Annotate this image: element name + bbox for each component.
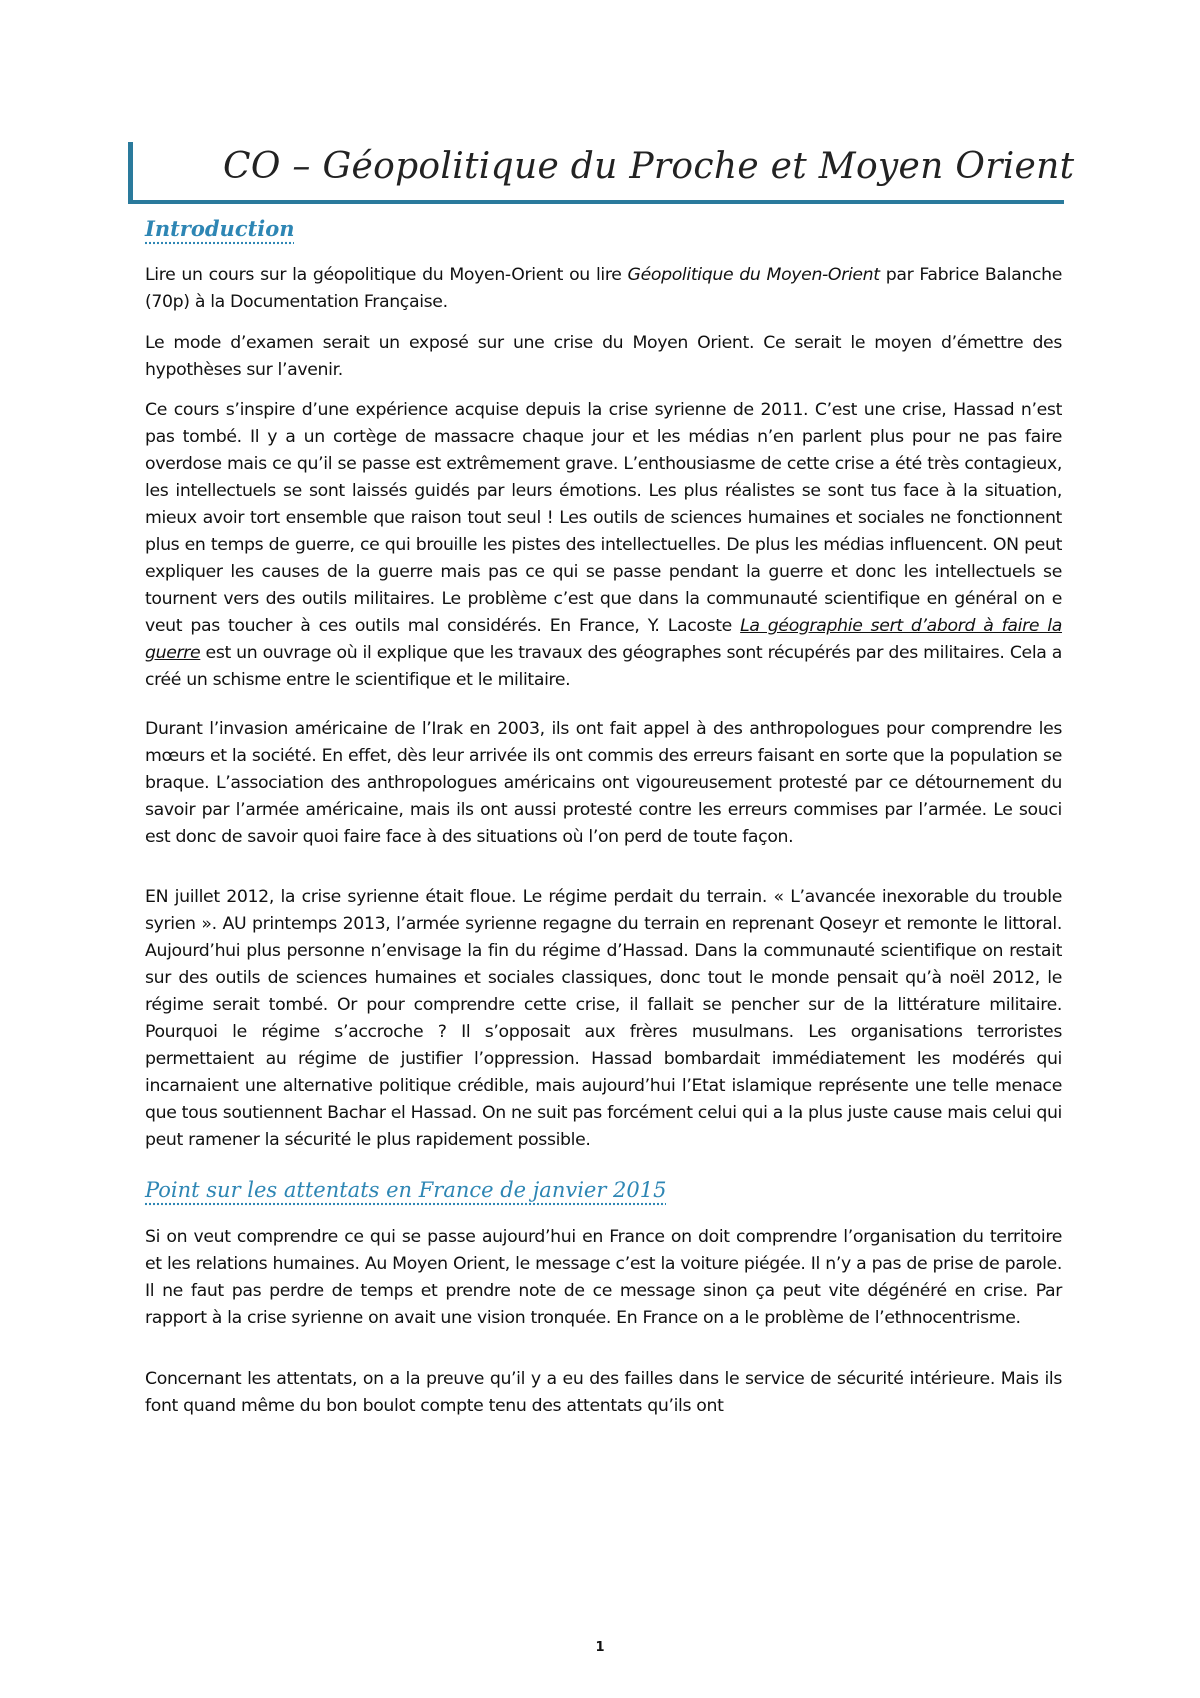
page-title: CO – Géopolitique du Proche et Moyen Orient [223, 146, 1075, 187]
title-block [128, 142, 1075, 204]
page-number: 1 [595, 1640, 605, 1655]
heading-attentats: Point sur les attentats en France de janvier 2015 [145, 1178, 667, 1202]
paragraph-7: Concernant les attentats, on a la preuve qu’il y a eu des failles dans le service de sécurité intérieure. Mais ils font quand même du bon boulot compte tenu des attentats qu’ils ont [145, 1369, 1062, 1416]
book-title-lacoste: La géographie sert d’abord à faire la guerre [145, 616, 1062, 663]
paragraph-4: Durant l’invasion américaine de l’Irak en 2003, ils ont fait appel à des anthropologues pour comprendre les mœurs et la société. En effet, dès leur arrivée ils ont commis des erreurs faisant en sorte que la population se braque. L’association des anthropologues américains ont vigoureusement protesté par ce détournement du savoir par l’armée américaine, mais ils ont aussi protesté contre les erreurs commises par l’armée. Le souci est donc de savoir quoi faire face à des situations où l’on perd de toute façon. [145, 719, 1062, 847]
paragraph-3: Ce cours s’inspire d’une expérience acquise depuis la crise syrienne de 2011. C’est une crise, Hassad n’est pas tombé. Il y a un cortège de massacre chaque jour et les médias n’en parlent plus pour ne pas faire overdose mais ce qu’il se passe est extrêmement grave. L’enthousiasme de cette crise a été très contagieux, les intellectuels se sont laissés guidés par leurs émotions. Les plus réalistes se sont tus face à la situation, mieux avoir tort ensemble que raison tout seul ! Les outils de sciences humaines et sociales ne fonctionnent plus en temps de guerre, ce qui brouille les pistes des intellectuelles. De plus les médias influencent. ON peut expliquer les causes de la guerre mais pas ce qui se passe pendant la guerre et donc les intellectuels se tournent vers des outils militaires. Le problème c’est que dans la communauté scientifique en général on e veut pas toucher à ces outils mal considérés. En France, Y. Lacoste La géographie sert d’abord à faire la guerre est un ouvrage où il explique que les travaux des géographes sont récupérés par des militaires. Cela a créé un schisme entre le scientifique et le militaire. [145, 400, 1062, 690]
heading-introduction: Introduction [145, 216, 295, 241]
paragraph-1: Lire un cours sur la géopolitique du Moyen-Orient ou lire Géopolitique du Moyen-Orient par Fabrice Balanche (70p) à la Documentation Française. [145, 265, 1063, 312]
paragraph-6: Si on veut comprendre ce qui se passe aujourd’hui en France on doit comprendre l’organisation du territoire et les relations humaines. Au Moyen Orient, le message c’est la voiture piégée. Il n’y a pas de prise de parole. Il ne faut pas perdre de temps et prendre note de ce message sinon ça peut vite dégénéré en crise. Par rapport à la crise syrienne on avait une vision tronquée. En France on a le problème de l’ethnocentrisme. [145, 1227, 1062, 1328]
paragraph-5: EN juillet 2012, la crise syrienne était floue. Le régime perdait du terrain. « L’avancée inexorable du trouble syrien ». AU printemps 2013, l’armée syrienne regagne du terrain en reprenant Qoseyr et remonte le littoral. Aujourd’hui plus personne n’envisage la fin du régime d’Hassad. Dans la communauté scientifique on restait sur des outils de sciences humaines et sociales classiques, donc tout le monde pensait qu’à noël 2012, le régime serait tombé. Or pour comprendre cette crise, il fallait se pencher sur de la littérature militaire. Pourquoi le régime s’accroche ? Il s’opposait aux frères musulmans. Les organisations terroristes permettaient au régime de justifier l’oppression. Hassad bombardait immédiatement les modérés qui incarnaient une alternative politique crédible, mais aujourd’hui l’Etat islamique représente une telle menace que tous soutiennent Bachar el Hassad. On ne suit pas forcément celui qui a la plus juste cause mais celui qui peut ramener la sécurité le plus rapidement possible. [145, 887, 1062, 1150]
paragraph-2: Le mode d’examen serait un exposé sur une crise du Moyen Orient. Ce serait le moyen d’émettre des hypothèses sur l’avenir. [145, 333, 1062, 380]
